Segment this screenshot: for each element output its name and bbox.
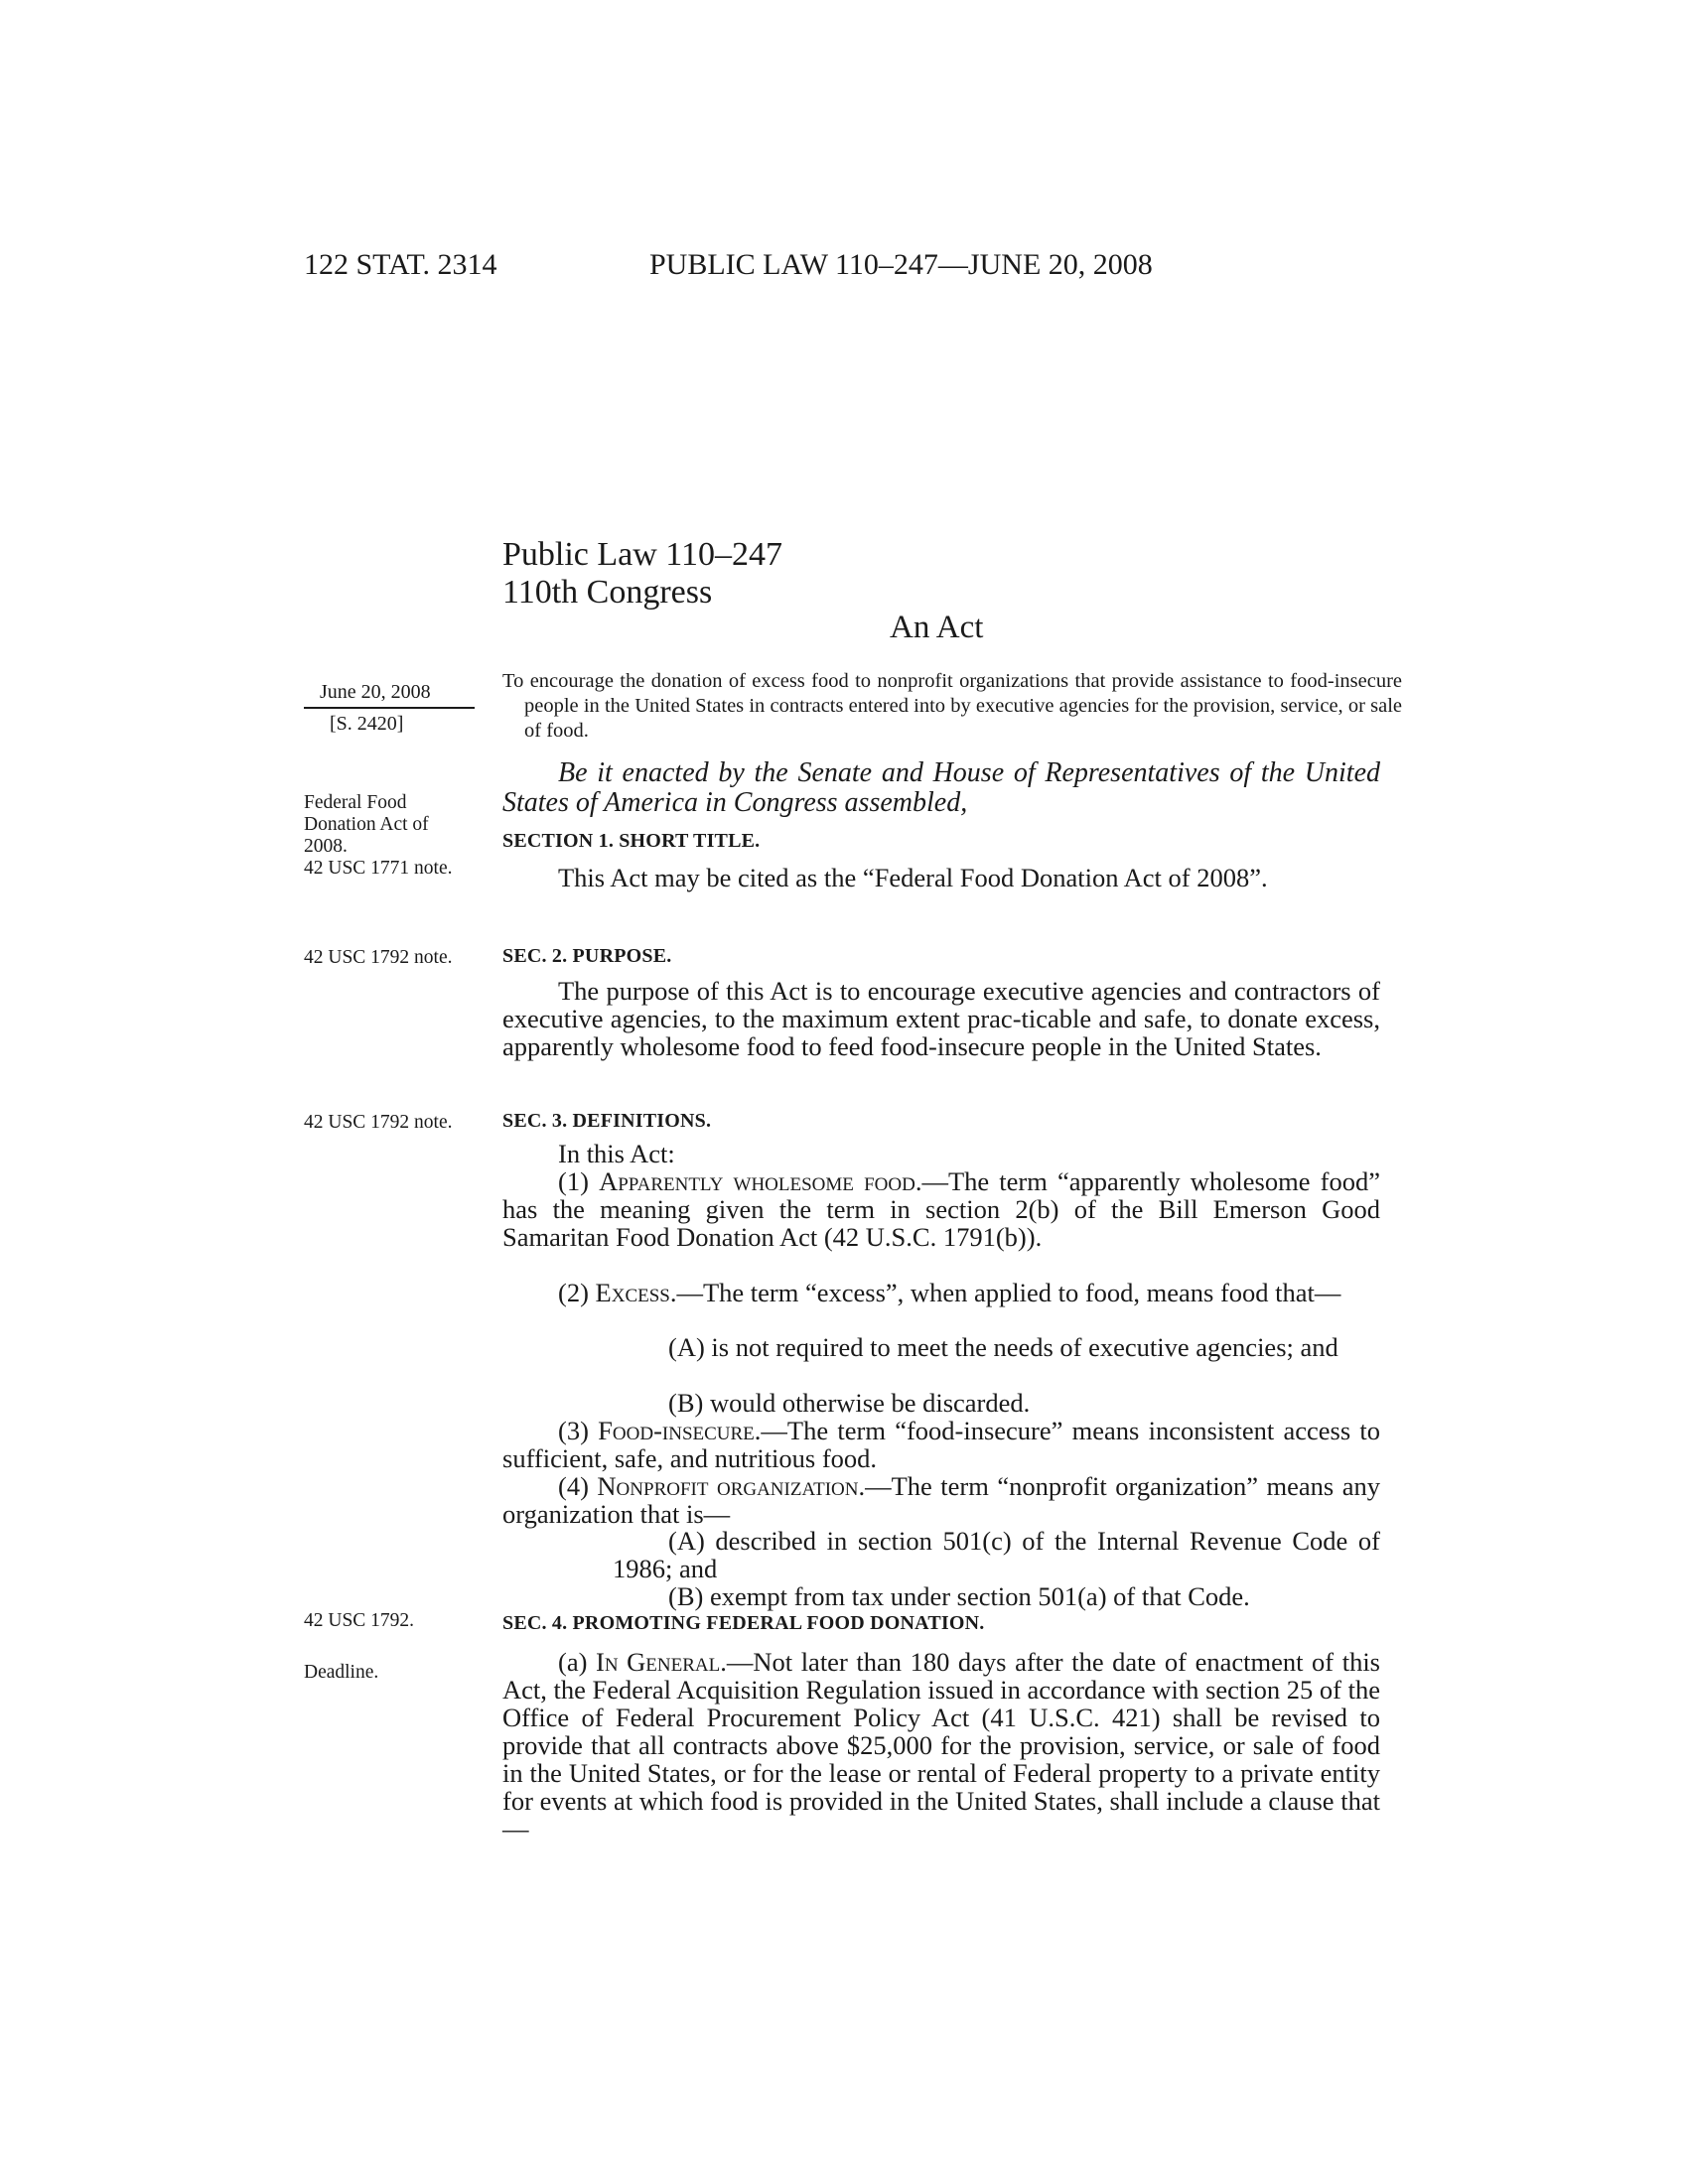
margin-note-citation: 42 USC 1792. [304,1610,415,1631]
margin-note-deadline: Deadline. [304,1662,379,1683]
law-number: Public Law 110–247 [502,536,783,573]
section-intro: In this Act: [558,1139,675,1168]
margin-note-citation: 42 USC 1771 note. [304,858,453,879]
subparagraph: (A) described in section 501(c) of the Internal Revenue Code of 1986; and [613,1526,1380,1583]
long-title: To encourage the donation of excess food to nonprofit organizations that provide assistance to food-insecure people in the United States in contracts entered into by executive agencies for the provision, service, or sale of food. [502,670,1402,742]
enactment-date: June 20, 2008 [320,681,431,703]
defined-term: Nonprofit organization [597,1471,859,1501]
subparagraph: (B) exempt from tax under section 501(a) of that Code. [668,1581,1250,1611]
paragraph-number: (4) [558,1471,589,1501]
definition-paragraph [502,1167,1380,1251]
paragraph-number: (3) [558,1416,589,1445]
section-text: The purpose of this Act is to encourage executive agencies and contractors of executive agencies, to the maximum extent prac-ticable and safe, to donate excess, apparently wholesome food to feed food-insecure people in the United States. [502,976,1380,1061]
divider [304,707,475,709]
running-title: PUBLIC LAW 110–247—JUNE 20, 2008 [649,248,1153,281]
section-text [502,1648,1380,1843]
subsection-text: .—Not later than 180 days after the date of enactment of this Act, the Federal Acquisition Regulation issued in accordance with section 25 of the Office of Federal Procurement Policy Act (41 U.S.C. 421) shall be revised to provide that all contracts above $25,000 for the provision, service, or sale of food in the United States, or for the lease or rental of Federal property to a private entity for events at which food is provided in the United States, shall include a clause that— [502,1647,1380,1843]
page-number: 122 STAT. 2314 [304,248,497,281]
defined-term: Apparently wholesome food [599,1166,915,1196]
definition-text: .—The term “nonprofit organization” means any organization that is— [502,1471,1381,1529]
enacting-clause: Be it enacted by the Senate and House of Representatives of the United States of America in Congress assembled, [502,757,1380,818]
margin-note-short-title: Federal Food Donation Act of 2008. [304,792,429,857]
subsection-number: (a) [558,1647,588,1677]
section-heading: SEC. 2. PURPOSE. [502,945,672,967]
act-heading: An Act [890,610,984,645]
subsection-heading: In General [596,1647,721,1677]
subparagraph: (A) is not required to meet the needs of executive agencies; and [668,1332,1338,1362]
definition-paragraph [502,1472,1380,1528]
definition-paragraph [502,1279,1380,1306]
paragraph-number: (1) [558,1166,589,1196]
subparagraph: (B) would otherwise be discarded. [668,1388,1031,1418]
definition-text: .—The term “food-insecure” means inconsistent access to sufficient, safe, and nutritious food. [502,1416,1381,1473]
section-heading: SEC. 4. PROMOTING FEDERAL FOOD DONATION. [502,1612,985,1634]
bill-number: [S. 2420] [330,713,404,735]
section-heading: SEC. 3. DEFINITIONS. [502,1110,712,1132]
definition-text: .—The term “excess”, when applied to food, means food that— [669,1278,1341,1307]
section-heading: SECTION 1. SHORT TITLE. [502,830,761,852]
definition-paragraph [502,1417,1380,1472]
paragraph-number: (2) [558,1278,589,1307]
section-text: This Act may be cited as the “Federal Food Donation Act of 2008”. [558,863,1268,892]
defined-term: Excess [595,1278,670,1307]
defined-term: Food-insecure [598,1416,755,1445]
margin-note-citation: 42 USC 1792 note. [304,947,453,968]
congress: 110th Congress [502,574,713,611]
definition-text: .—The term “apparently wholesome food” has the meaning given the term in section 2(b) of the Bill Emerson Good Samaritan Food Donation Act (42 U.S.C. 1791(b)). [502,1166,1381,1252]
margin-note-citation: 42 USC 1792 note. [304,1112,453,1133]
